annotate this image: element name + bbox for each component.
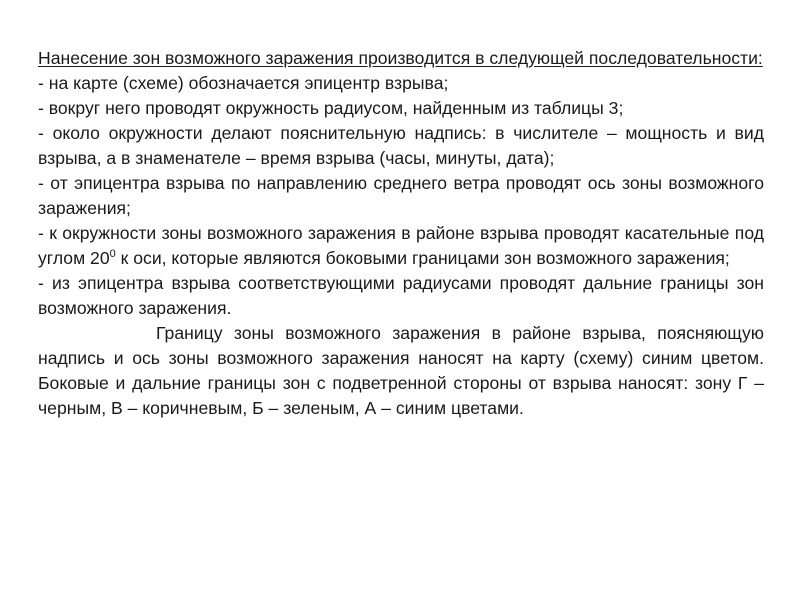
heading: Нанесение зон возможного заражения производится в следующей последовательности: <box>38 48 763 68</box>
step-2: - вокруг него проводят окружность радиусом, найденным из таблицы 3; <box>38 98 624 118</box>
text-block <box>38 46 764 421</box>
degree-superscript: 0 <box>109 248 116 261</box>
step-3: - около окружности делают пояснительную надпись: в числителе – мощность и вид взрыва, а в знаменателе – время взрыва (часы, минуты, дата); <box>38 123 764 168</box>
step-5-after: к оси, которые являются боковыми границами зон возможного заражения; <box>115 248 730 268</box>
final-paragraph: Границу зоны возможного заражения в районе взрыва, поясняющую надпись и ось зоны возможного заражения наносят на карту (схему) синим цветом. Боковые и дальние границы зон с подветренной стороны от взрыва наносят: зону Г – черным, В – коричневым, Б – зеленым, А – синим цветами. <box>38 323 764 418</box>
step-6: - из эпицентра взрыва соответствующими радиусами проводят дальние границы зон возможного заражения. <box>38 273 764 318</box>
step-1: - на карте (схеме) обозначается эпицентр взрыва; <box>38 73 449 93</box>
step-4: - от эпицентра взрыва по направлению среднего ветра проводят ось зоны возможного заражения; <box>38 173 764 218</box>
step-5 <box>38 221 764 271</box>
step-5-before: - к окружности зоны возможного заражения в районе взрыва проводят касательные под углом 20 <box>38 223 764 268</box>
